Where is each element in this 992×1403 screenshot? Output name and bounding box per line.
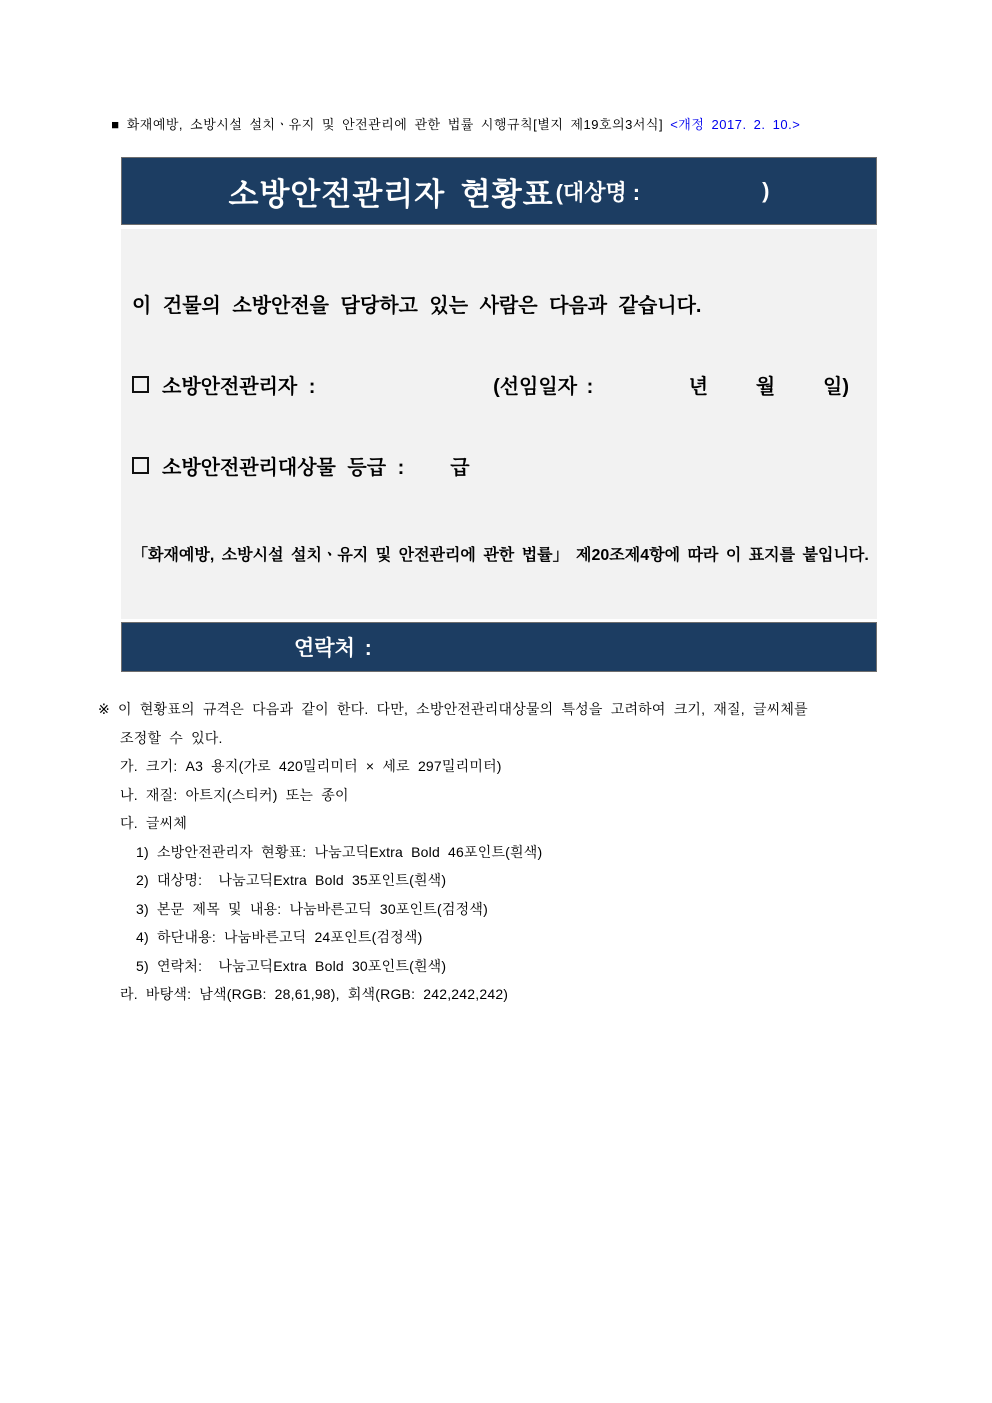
note-line: 5) 연락처: 나눔고딕Extra Bold 30포인트(흰색): [136, 957, 447, 974]
grade-checkbox[interactable]: [132, 457, 149, 474]
contact-label: 연락처 :: [294, 637, 372, 660]
close-paren: ): [762, 178, 770, 203]
appointment-date-fields: (선임일자 : 년 월 일): [493, 376, 849, 398]
note-line: 나. 재질: 아트지(스티커) 또는 종이: [120, 786, 349, 803]
board-title: 소방안전관리자 현황표: [228, 176, 554, 212]
manager-label: 소방안전관리자 :: [162, 376, 316, 398]
grade-row: [132, 451, 863, 480]
note-line: 다. 글씨체: [120, 815, 188, 831]
target-name-label: (대상명 :: [555, 179, 641, 205]
note-line: 가. 크기: A3 용지(가로 420밀리미터 × 세로 297밀리미터): [120, 758, 502, 774]
note-line: ※ 이 현황표의 규격은 다음과 같이 한다. 다만, 소방안전관리대상물의 특성을 고려하여 크기, 재질, 글씨체를: [98, 701, 808, 717]
contact-bar: [121, 622, 877, 672]
notes-section: [98, 695, 908, 1009]
note-line: 라. 바탕색: 남색(RGB: 28,61,98), 회색(RGB: 242,242,242): [120, 986, 509, 1002]
reference-text: ■ 화재예방, 소방시설 설치ㆍ유지 및 안전관리에 관한 법률 시행규칙[별지 제19호의3서식]: [111, 117, 671, 132]
board-body: [121, 229, 877, 619]
manager-row: [132, 370, 863, 399]
manager-checkbox[interactable]: [132, 376, 149, 393]
board-title-bar: [121, 157, 877, 225]
grade-label: 소방안전관리대상물 등급 :: [162, 457, 405, 479]
status-board: [121, 157, 877, 672]
note-line: 3) 본문 제목 및 내용: 나눔바른고딕 30포인트(검정색): [136, 900, 488, 917]
note-line: 2) 대상명: 나눔고딕Extra Bold 35포인트(흰색): [136, 872, 447, 888]
grade-unit: 급: [450, 457, 470, 479]
form-reference-line: [97, 99, 800, 133]
intro-text: 이 건물의 소방안전을 담당하고 있는 사람은 다음과 같습니다.: [132, 295, 702, 317]
revision-text: <개정 2017. 2. 10.>: [670, 117, 801, 132]
note-line: 4) 하단내용: 나눔바른고딕 24포인트(검정색): [136, 929, 423, 945]
note-line: 조정할 수 있다.: [120, 729, 223, 746]
legal-basis-text: 「화재예방, 소방시설 설치ㆍ유지 및 안전관리에 관한 법률」 제20조제4항에 따라 이 표지를 붙입니다.: [132, 547, 869, 564]
note-line: 1) 소방안전관리자 현황표: 나눔고딕Extra Bold 46포인트(흰색): [136, 843, 543, 860]
